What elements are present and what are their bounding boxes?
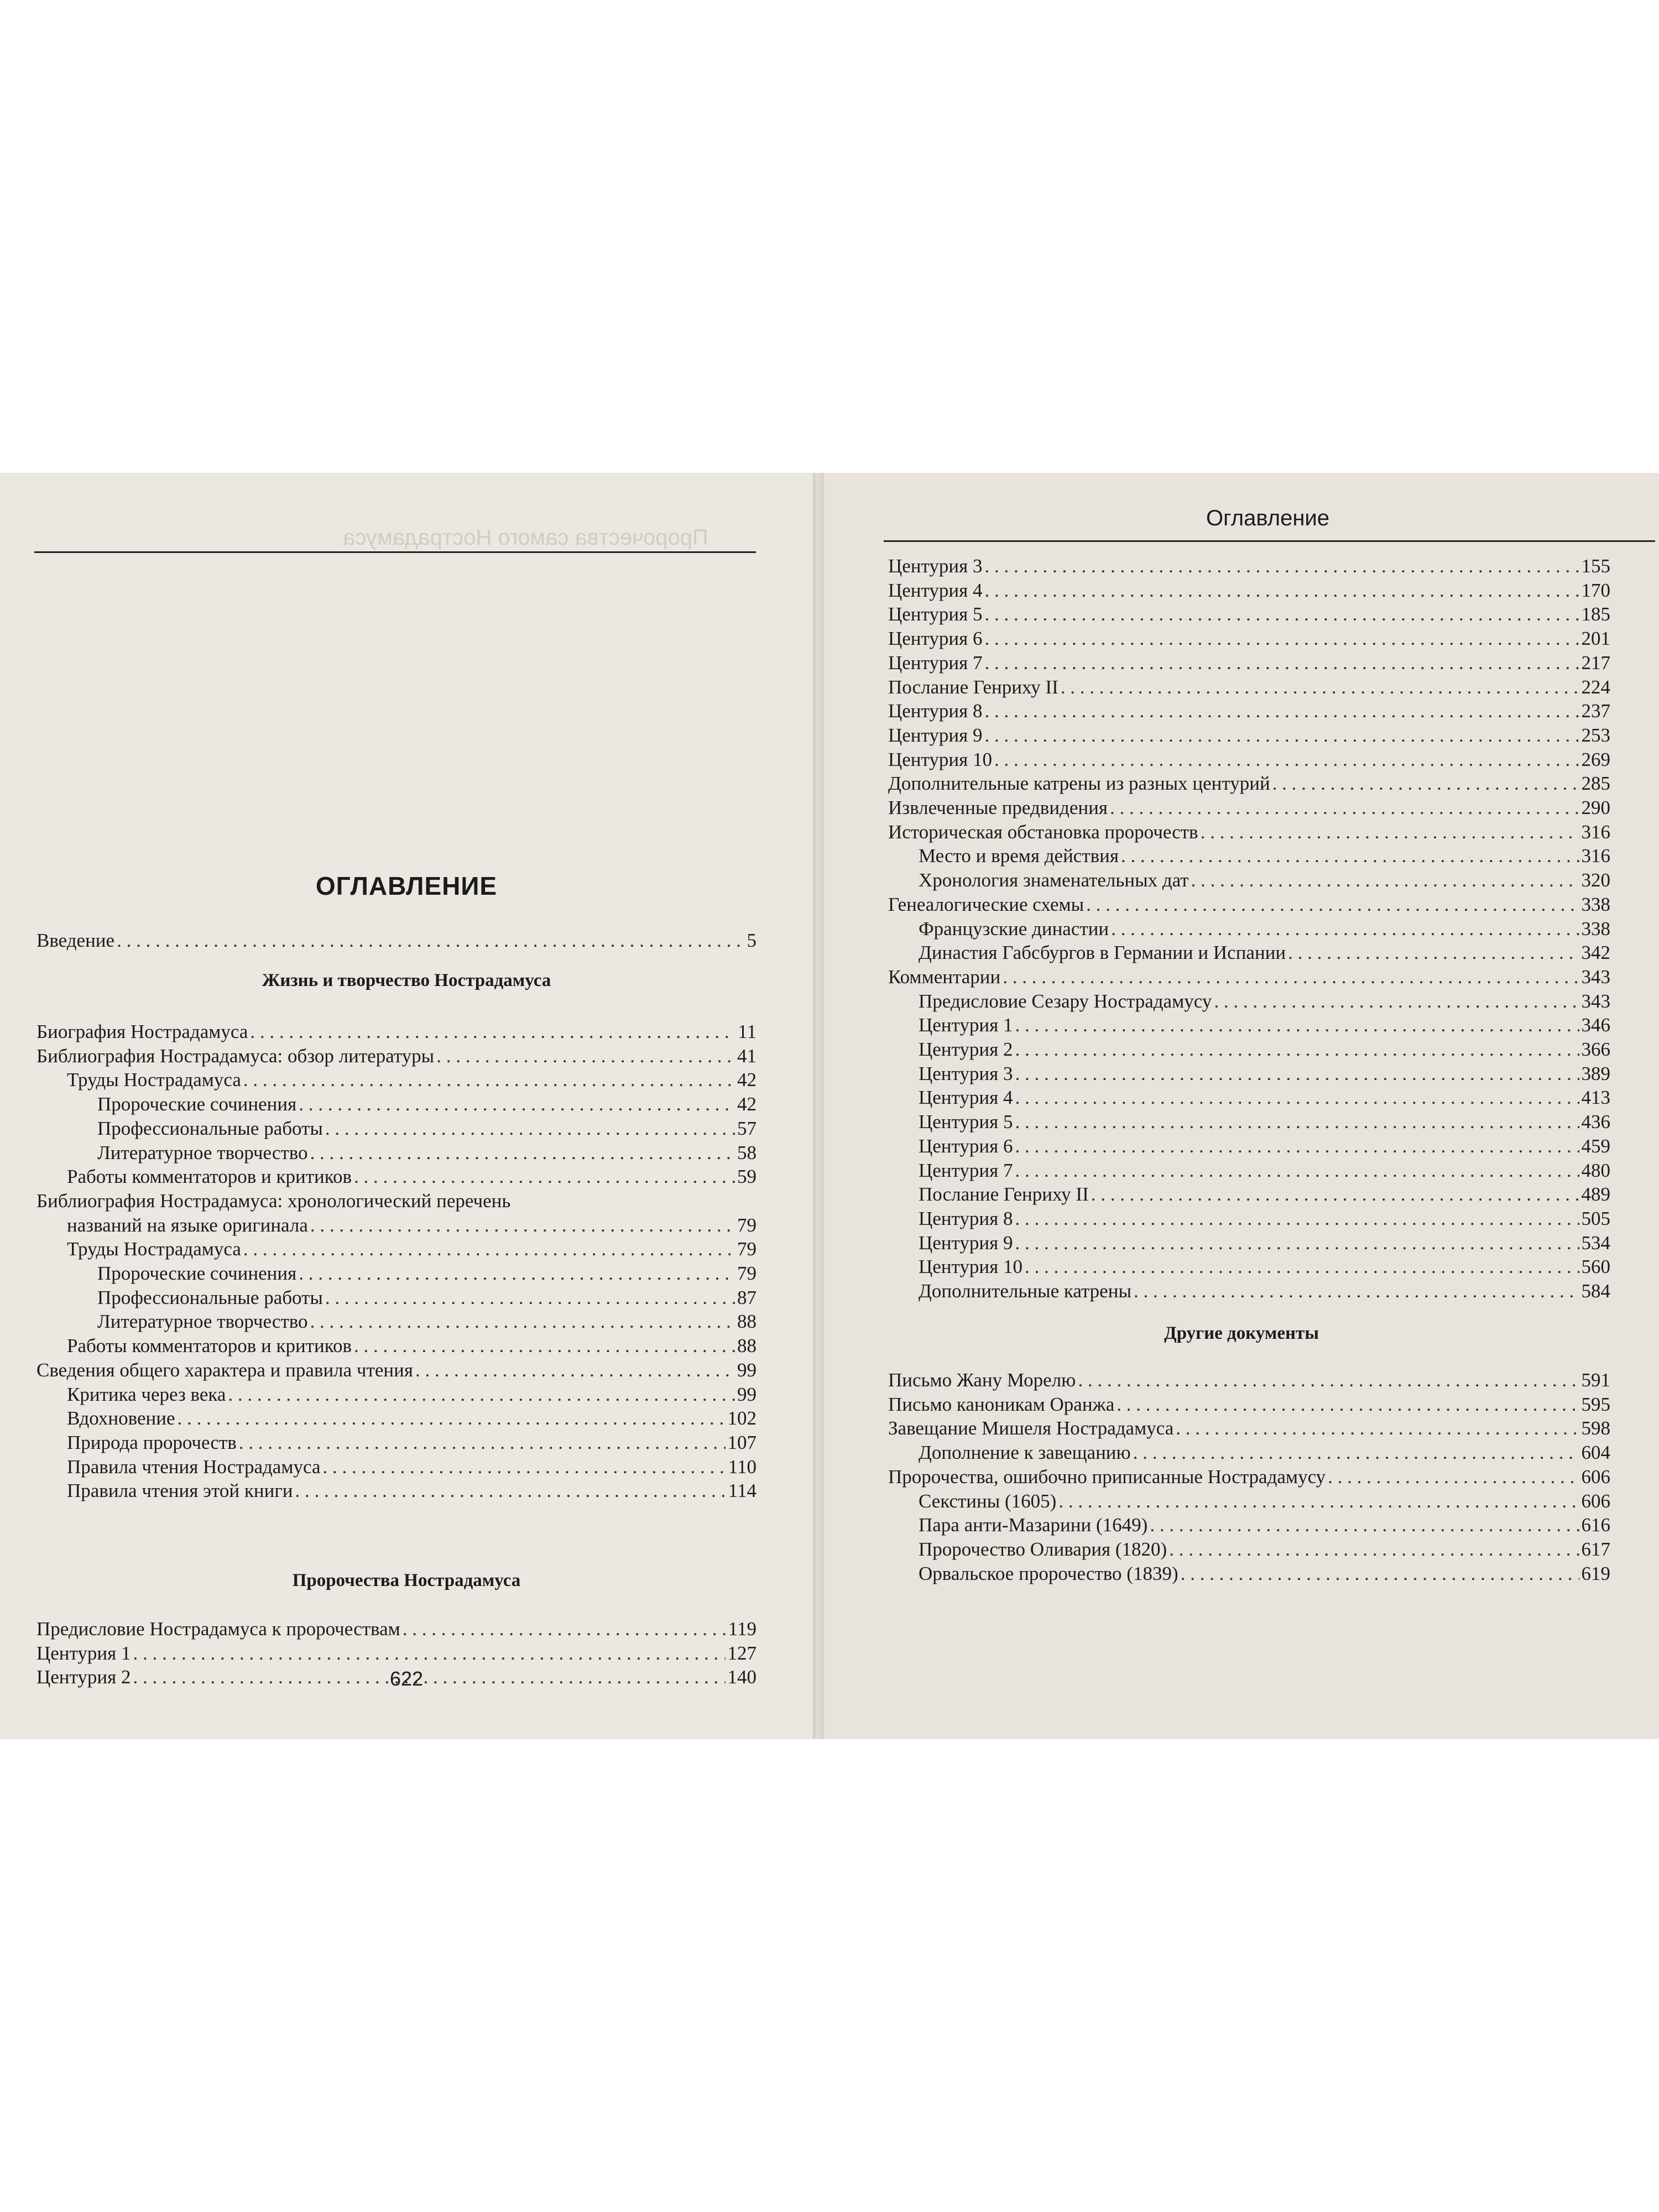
toc-entry-label: Центурия 9 — [888, 724, 983, 746]
toc-entry — [36, 1618, 757, 1641]
toc-entry — [67, 1431, 757, 1455]
toc-entry-page: 5 — [747, 930, 757, 951]
toc-entry-label: Завещание Мишеля Нострадамуса — [888, 1417, 1174, 1439]
toc-entry-page: 389 — [1581, 1062, 1610, 1084]
toc-entry-label: Секстины (1605) — [919, 1490, 1057, 1512]
right-header-rule — [884, 540, 1655, 542]
dot-leader — [299, 1262, 735, 1285]
dot-leader — [1015, 1232, 1579, 1255]
toc-entry-page: 480 — [1581, 1159, 1610, 1181]
toc-entry-label: Введение — [36, 930, 115, 951]
book-gutter — [813, 473, 824, 1739]
dot-leader — [310, 1141, 735, 1165]
toc-entry-page: 489 — [1581, 1183, 1610, 1206]
toc-entry-label: названий на языке оригинала — [67, 1214, 308, 1236]
toc-entry — [67, 1334, 757, 1358]
toc-entry — [919, 1062, 1610, 1086]
toc-entry-label: Центурия 7 — [888, 651, 983, 674]
toc-entry-label: Работы комментаторов и критиков — [67, 1335, 352, 1357]
dot-leader — [310, 1214, 735, 1237]
toc-entry — [97, 1286, 757, 1310]
toc-entry-label: Центурия 4 — [888, 579, 983, 601]
dot-leader — [1086, 893, 1579, 916]
toc-entry-page: 59 — [737, 1166, 757, 1188]
dot-leader — [133, 1642, 725, 1665]
show-through-header: Пророчества самого Нострадамуса — [343, 525, 708, 550]
toc-entry — [888, 1417, 1610, 1441]
toc-entry — [919, 1183, 1610, 1207]
toc-entry — [67, 1455, 757, 1479]
toc-entry-page: 170 — [1581, 579, 1610, 601]
toc-entry-page: 237 — [1581, 700, 1610, 722]
dot-leader — [1150, 1514, 1579, 1537]
section-heading: Пророчества Нострадамуса — [292, 1571, 521, 1590]
dot-leader — [1169, 1538, 1579, 1561]
toc-entry-label: Центурия 10 — [888, 748, 992, 770]
toc-entry — [888, 966, 1610, 989]
toc-entry-page: 316 — [1581, 845, 1610, 867]
toc-entry-page: 79 — [737, 1238, 757, 1260]
dot-leader — [984, 700, 1579, 723]
dot-leader — [1134, 1280, 1579, 1303]
toc-entry-page: 185 — [1581, 603, 1610, 625]
toc-entry-label: Профессиональные работы — [97, 1117, 323, 1139]
dot-leader — [984, 579, 1579, 602]
toc-entry-page: 598 — [1581, 1417, 1610, 1439]
toc-entry-page: 606 — [1581, 1490, 1610, 1512]
toc-entry-page: 253 — [1581, 724, 1610, 746]
toc-entry-page: 42 — [737, 1069, 757, 1091]
toc-entry-page: 436 — [1581, 1111, 1610, 1133]
toc-entry — [888, 579, 1610, 603]
toc-entry — [919, 1490, 1610, 1514]
toc-entry-label: Работы комментаторов и критиков — [67, 1166, 352, 1188]
toc-entry-label: Центурия 5 — [919, 1111, 1013, 1133]
toc-entry-page: 217 — [1581, 651, 1610, 674]
dot-leader — [1272, 772, 1579, 795]
toc-entry — [888, 821, 1610, 844]
toc-entry-page: 42 — [737, 1093, 757, 1115]
toc-entry-label: Центурия 9 — [919, 1232, 1013, 1254]
toc-entry — [888, 1393, 1610, 1417]
left-header-rule — [34, 551, 756, 553]
toc-entry — [919, 1441, 1610, 1465]
toc-entry-label: Послание Генриху II — [919, 1183, 1089, 1206]
running-head: Оглавление — [1206, 506, 1329, 530]
toc-entry — [919, 869, 1610, 893]
toc-entry — [919, 1086, 1610, 1110]
toc-entry-page: 107 — [727, 1431, 757, 1453]
dot-leader — [228, 1383, 735, 1406]
toc-entry — [919, 844, 1610, 868]
toc-entry — [67, 1383, 757, 1407]
toc-entry-label: Литературное творчество — [97, 1311, 308, 1333]
dot-leader — [354, 1165, 735, 1188]
toc-entry — [97, 1117, 757, 1141]
dot-leader — [1117, 1393, 1579, 1416]
dot-leader — [403, 1618, 726, 1641]
toc-entry — [36, 1642, 757, 1666]
toc-entry — [919, 1135, 1610, 1159]
toc-entry — [888, 555, 1610, 578]
toc-entry-page: 41 — [737, 1045, 757, 1067]
toc-entry — [97, 1310, 757, 1334]
dot-leader — [1015, 1207, 1579, 1230]
toc-entry-page: 316 — [1581, 821, 1610, 843]
toc-entry — [919, 1514, 1610, 1537]
toc-entry — [36, 1020, 757, 1044]
toc-entry — [919, 1207, 1610, 1231]
toc-entry-label: Литературное творчество — [97, 1141, 308, 1164]
toc-entry-label: Труды Нострадамуса — [67, 1069, 241, 1091]
toc-entry — [888, 1369, 1610, 1392]
dot-leader — [984, 651, 1579, 675]
dot-leader — [1181, 1562, 1579, 1585]
toc-entry-label: Орвальское пророчество (1839) — [919, 1562, 1178, 1584]
toc-entry-label: Дополнительные катрены из разных центурий — [888, 773, 1270, 795]
toc-entry-label: Письмо каноникам Оранжа — [888, 1393, 1115, 1415]
toc-entry-label: Комментарии — [888, 966, 1001, 988]
dot-leader — [117, 929, 744, 952]
toc-entry-page: 285 — [1581, 773, 1610, 795]
toc-entry-label: Предисловие Сезару Нострадамусу — [919, 990, 1212, 1012]
dot-leader — [299, 1093, 735, 1116]
toc-entry — [888, 603, 1610, 627]
dot-leader — [994, 748, 1579, 771]
toc-entry-label: Центурия 8 — [919, 1207, 1013, 1229]
toc-entry-page: 58 — [737, 1141, 757, 1164]
toc-entry — [888, 724, 1610, 748]
section-heading: Жизнь и творчество Нострадамуса — [262, 971, 551, 990]
toc-entry — [919, 1038, 1610, 1062]
toc-entry-page: 155 — [1581, 555, 1610, 577]
toc-entry — [919, 1562, 1610, 1586]
toc-entry-label: Письмо Жану Морелю — [888, 1369, 1076, 1391]
toc-entry-page: 343 — [1581, 966, 1610, 988]
toc-entry-page: 617 — [1581, 1538, 1610, 1560]
toc-entry-label: Вдохновение — [67, 1407, 175, 1430]
toc-entry-page: 119 — [728, 1618, 757, 1640]
toc-entry — [888, 651, 1610, 675]
dot-leader — [1191, 869, 1579, 892]
toc-entry-page: 584 — [1581, 1280, 1610, 1302]
toc-entry-label: Сведения общего характера и правила чтения — [36, 1359, 413, 1381]
dot-leader — [415, 1359, 735, 1382]
toc-entry-label: Пара анти-Мазарини (1649) — [919, 1514, 1148, 1536]
dot-leader — [1176, 1417, 1579, 1440]
dot-leader — [1003, 966, 1579, 989]
toc-entry-label: Место и время действия — [919, 845, 1119, 867]
toc-entry-page: 290 — [1581, 797, 1610, 818]
toc-entry — [919, 1232, 1610, 1255]
dot-leader — [436, 1045, 735, 1068]
toc-entry-label: Профессиональные работы — [97, 1286, 323, 1308]
dot-leader — [984, 724, 1579, 747]
dot-leader — [1201, 821, 1579, 844]
toc-entry-page: 57 — [737, 1117, 757, 1139]
toc-entry-label: Труды Нострадамуса — [67, 1238, 241, 1260]
toc-entry-page: 616 — [1581, 1514, 1610, 1536]
dot-leader — [250, 1020, 735, 1044]
toc-entry-page: 459 — [1581, 1135, 1610, 1157]
toc-entry-label: Дополнительные катрены — [919, 1280, 1131, 1302]
toc-entry-label: Центурия 5 — [888, 603, 983, 625]
toc-entry — [67, 1238, 757, 1261]
toc-entry-page: 114 — [728, 1480, 757, 1502]
dot-leader — [239, 1431, 726, 1454]
toc-entry — [36, 1359, 757, 1383]
toc-entry-page: 604 — [1581, 1442, 1610, 1464]
section-heading: Другие документы — [1164, 1323, 1319, 1343]
toc-entry-label: Пророческие сочинения — [97, 1262, 297, 1284]
toc-entry-page: 99 — [737, 1359, 757, 1381]
toc-entry — [97, 1141, 757, 1165]
toc-entry-page: 338 — [1581, 893, 1610, 915]
dot-leader — [325, 1117, 735, 1140]
toc-entry-label: Центурия 6 — [919, 1135, 1013, 1157]
toc-entry — [36, 929, 757, 953]
toc-entry — [888, 772, 1610, 796]
toc-entry-label: Правила чтения этой книги — [67, 1480, 293, 1502]
toc-entry-page: 346 — [1581, 1014, 1610, 1036]
dot-leader — [984, 603, 1579, 626]
toc-entry-label: Центурия 8 — [888, 700, 983, 722]
dot-leader — [1015, 1110, 1579, 1134]
dot-leader — [1015, 1014, 1579, 1037]
dot-leader — [1015, 1038, 1579, 1061]
toc-entry-page: 110 — [728, 1455, 757, 1478]
toc-entry-page: 88 — [737, 1335, 757, 1357]
dot-leader — [1328, 1465, 1579, 1489]
toc-entry-label: Пророчества, ошибочно приписанные Нострадамусу — [888, 1465, 1326, 1488]
dot-leader — [243, 1238, 735, 1261]
toc-entry-label: Библиография Нострадамуса: обзор литературы — [36, 1045, 435, 1067]
dot-leader — [1111, 917, 1579, 941]
toc-entry — [97, 1262, 757, 1286]
toc-entry-label: Центурия 6 — [888, 628, 983, 650]
toc-entry-label: Биография Нострадамуса — [36, 1021, 248, 1042]
book-spread — [0, 473, 1659, 1739]
toc-entry-page: 591 — [1581, 1369, 1610, 1391]
toc-entry-page: 595 — [1581, 1393, 1610, 1415]
toc-entry — [888, 1465, 1610, 1489]
toc-entry — [919, 1159, 1610, 1183]
toc-entry — [919, 941, 1610, 965]
toc-entry-page: 320 — [1581, 869, 1610, 891]
toc-entry — [67, 1407, 757, 1431]
toc-entry-label: Библиография Нострадамуса: хронологический перечень — [36, 1190, 511, 1212]
toc-entry — [919, 917, 1610, 941]
toc-entry-label: Пророчество Оливария (1820) — [919, 1538, 1167, 1560]
right-page — [824, 473, 1659, 1739]
dot-leader — [1078, 1369, 1579, 1392]
toc-entry — [97, 1093, 757, 1117]
toc-entry — [888, 796, 1610, 820]
toc-entry-label: Центурия 7 — [919, 1159, 1013, 1181]
dot-leader — [1015, 1086, 1579, 1109]
toc-entry — [919, 1014, 1610, 1037]
toc-entry — [888, 627, 1610, 651]
toc-entry-label: Центурия 4 — [919, 1087, 1013, 1109]
toc-entry-label: Природа пророчеств — [67, 1431, 237, 1453]
dot-leader — [1025, 1255, 1579, 1279]
left-page — [0, 473, 813, 1739]
toc-entry-page: 140 — [727, 1666, 757, 1688]
dot-leader — [178, 1407, 726, 1430]
toc-entry-page: 79 — [737, 1214, 757, 1236]
toc-entry — [67, 1214, 757, 1238]
toc-entry-page: 619 — [1581, 1562, 1610, 1584]
toc-entry-label: Критика через века — [67, 1383, 226, 1405]
dot-leader — [1061, 676, 1579, 699]
toc-entry — [919, 990, 1610, 1014]
toc-entry-label: Центурия 2 — [919, 1039, 1013, 1060]
toc-entry-page: 201 — [1581, 628, 1610, 650]
toc-entry-label: Центурия 1 — [36, 1642, 131, 1664]
toc-entry-page: 79 — [737, 1262, 757, 1284]
dot-leader — [1015, 1135, 1579, 1158]
page-title: ОГЛАВЛЕНИЕ — [315, 872, 498, 900]
toc-entry-page: 127 — [727, 1642, 757, 1664]
toc-entry — [919, 1280, 1610, 1303]
dot-leader — [354, 1334, 735, 1358]
toc-entry — [36, 1045, 757, 1068]
toc-entry — [888, 700, 1610, 723]
toc-entry-label: Центурия 3 — [888, 555, 983, 577]
toc-entry-label: Центурия 10 — [919, 1256, 1022, 1278]
toc-entry — [888, 893, 1610, 917]
toc-entry-label: Предисловие Нострадамуса к пророчествам — [36, 1618, 400, 1640]
toc-entry — [67, 1068, 757, 1092]
toc-entry-label: Генеалогические схемы — [888, 893, 1084, 915]
dot-leader — [323, 1455, 726, 1479]
dot-leader — [1058, 1490, 1579, 1513]
dot-leader — [243, 1068, 735, 1092]
dot-leader — [1214, 990, 1579, 1013]
toc-entry-label: Пророческие сочинения — [97, 1093, 297, 1115]
toc-entry-label: Центурия 2 — [36, 1666, 131, 1688]
dot-leader — [1015, 1159, 1579, 1182]
dot-leader — [984, 555, 1579, 578]
toc-entry-label: Хронология знаменательных дат — [919, 869, 1189, 891]
toc-entry-page: 606 — [1581, 1465, 1610, 1488]
dot-leader — [295, 1479, 726, 1503]
toc-entry-label: Историческая обстановка пророчеств — [888, 821, 1198, 843]
dot-leader — [310, 1310, 735, 1333]
toc-entry-label: Династия Габсбургов в Германии и Испании — [919, 942, 1286, 964]
toc-entry-label: Извлеченные предвидения — [888, 797, 1108, 818]
toc-entry-label: Послание Генриху II — [888, 676, 1058, 698]
toc-entry-page: 534 — [1581, 1232, 1610, 1254]
dot-leader — [1110, 796, 1579, 820]
toc-entry — [67, 1479, 757, 1503]
toc-entry-label: Дополнение к завещанию — [919, 1442, 1131, 1464]
toc-entry-label: Центурия 3 — [919, 1062, 1013, 1084]
dot-leader — [1091, 1183, 1579, 1206]
toc-entry-page: 87 — [737, 1286, 757, 1308]
toc-entry — [919, 1538, 1610, 1562]
toc-entry-page: 343 — [1581, 990, 1610, 1012]
dot-leader — [984, 627, 1579, 650]
toc-entry — [888, 748, 1610, 772]
toc-entry — [888, 676, 1610, 700]
dot-leader — [1133, 1441, 1579, 1464]
toc-entry-page: 224 — [1581, 676, 1610, 698]
toc-entry-page: 99 — [737, 1383, 757, 1405]
dot-leader — [325, 1286, 735, 1310]
toc-entry-label: Центурия 1 — [919, 1014, 1013, 1036]
toc-entry-page: 11 — [738, 1021, 757, 1042]
toc-entry-page: 88 — [737, 1311, 757, 1333]
toc-entry — [919, 1255, 1610, 1279]
toc-entry-page: 560 — [1581, 1256, 1610, 1278]
toc-entry-page: 413 — [1581, 1087, 1610, 1109]
dot-leader — [1015, 1062, 1579, 1086]
toc-entry — [67, 1165, 757, 1189]
toc-entry-page: 366 — [1581, 1039, 1610, 1060]
toc-entry-page: 338 — [1581, 917, 1610, 940]
toc-entry-page: 102 — [727, 1407, 757, 1430]
toc-entry-label: Правила чтения Нострадамуса — [67, 1455, 321, 1478]
page-number: 622 — [389, 1667, 424, 1690]
toc-entry-page: 269 — [1581, 748, 1610, 770]
dot-leader — [1121, 844, 1579, 868]
toc-entry-page: 505 — [1581, 1207, 1610, 1229]
dot-leader — [1288, 941, 1579, 964]
toc-entry-page: 342 — [1581, 942, 1610, 964]
toc-entry — [919, 1110, 1610, 1134]
toc-entry-label: Французские династии — [919, 917, 1109, 940]
